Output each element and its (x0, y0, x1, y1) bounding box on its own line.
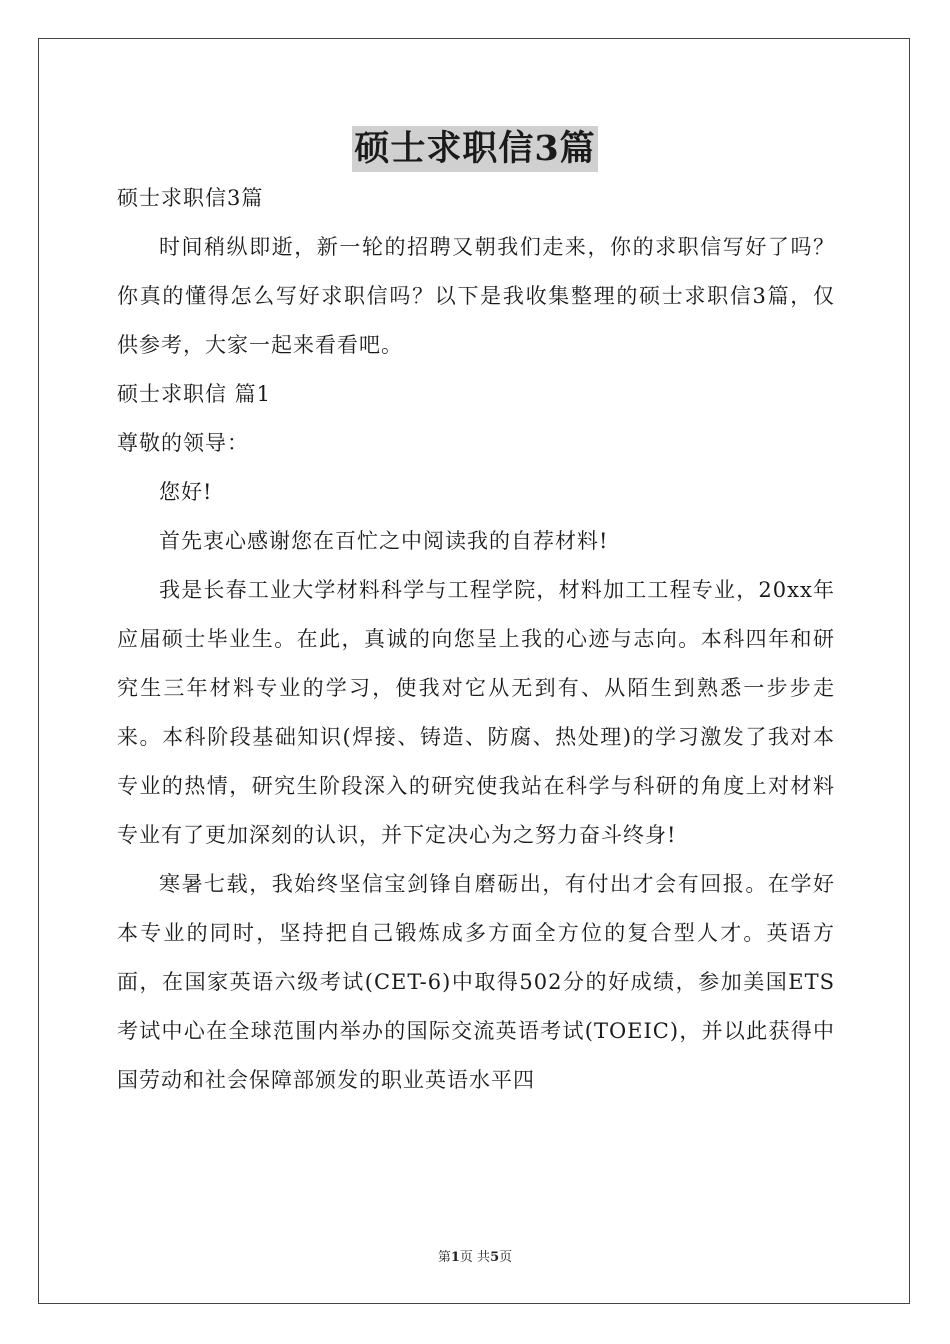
paragraph-5: 首先衷心感谢您在百忙之中阅读我的自荐材料! (159, 529, 609, 553)
paragraph-2: 硕士求职信 篇1 (117, 382, 272, 406)
paragraph-4: 您好! (159, 480, 213, 504)
footer-page-total: 5 (490, 1250, 500, 1265)
paragraph-7: 寒暑七载，我始终坚信宝剑锋自磨砺出，有付出才会有回报。在学好本专业的同时，坚持把自己锻炼成多方面全方位的复合型人才。英语方面，在国家英语六级考试(CET-6)中取得502分的好成绩，参加美国ETS考试中心在全球范围内举办的国际交流英语考试(TOEIC)，并以此获得中国劳动和社会保障部颁发的职业英语水平四 (117, 872, 835, 1092)
title-wrap (0, 126, 950, 172)
footer-prefix: 第 (437, 1250, 451, 1265)
footer-mid: 页 共 (459, 1250, 491, 1265)
document-title: 硕士求职信3篇 (352, 126, 597, 172)
footer-page-current: 1 (450, 1250, 460, 1265)
page-footer (0, 1246, 950, 1265)
paragraph-3: 尊敬的领导： (117, 431, 249, 455)
footer-suffix: 页 (499, 1250, 513, 1265)
document-body (117, 174, 835, 1105)
paragraph-6: 我是长春工业大学材料科学与工程学院，材料加工工程专业，20xx年应届硕士毕业生。在此，真诚的向您呈上我的心迹与志向。本科四年和研究生三年材料专业的学习，使我对它从无到有、从陌生到熟悉一步步走来。本科阶段基础知识(焊接、铸造、防腐、热处理)的学习激发了我对本专业的热情，研究生阶段深入的研究使我站在科学与科研的角度上对材料专业有了更加深刻的认识，并下定决心为之努力奋斗终身! (117, 578, 835, 847)
paragraph-1: 时间稍纵即逝，新一轮的招聘又朝我们走来，你的求职信写好了吗？你真的懂得怎么写好求职信吗？以下是我收集整理的硕士求职信3篇，仅供参考，大家一起来看看吧。 (117, 235, 835, 357)
paragraph-0: 硕士求职信3篇 (117, 186, 264, 210)
